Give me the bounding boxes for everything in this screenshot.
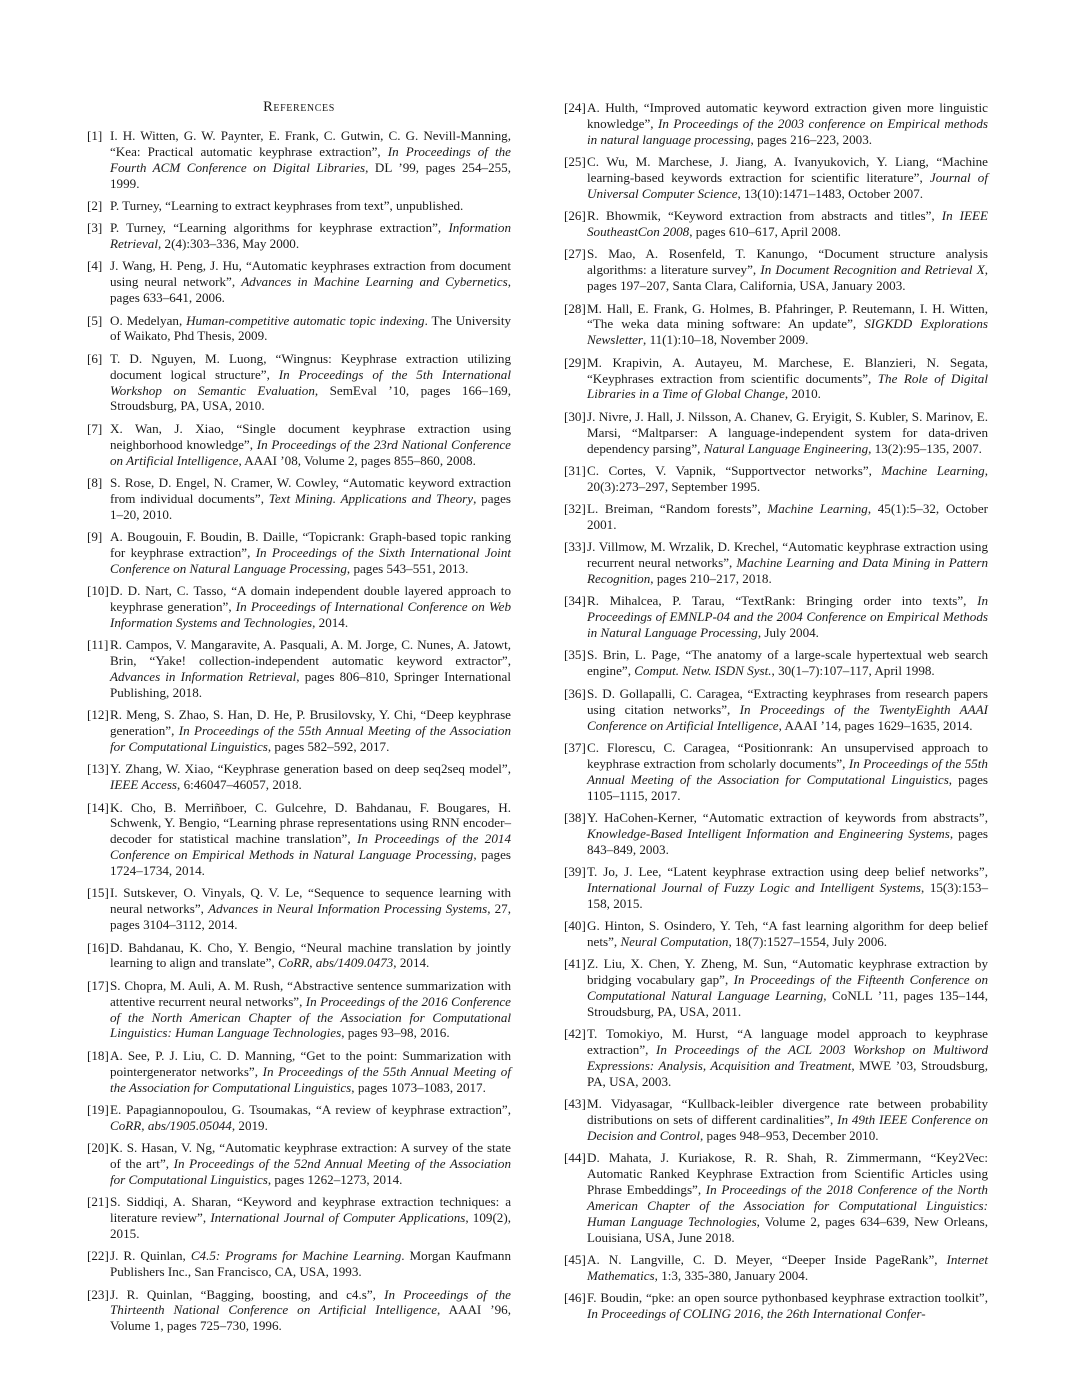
reference-number: [28] <box>564 300 586 316</box>
reference-text-part: S. D. Gollapalli, C. Caragea, “Extracting keyphrases from research papers using citation networks”, <box>587 685 988 717</box>
reference-text-part: M. Krapivin, A. Autayeu, M. Marchese, E. Blanzieri, N. Segata, “Keyphrases extraction from scientific documents”, <box>587 354 988 386</box>
reference-number: [37] <box>564 739 586 755</box>
references-heading: References <box>263 99 335 115</box>
reference-text-part: A. Bougouin, F. Boudin, B. Daille, “Topicrank: Graph-based topic ranking for keyphrase extraction”, <box>110 528 511 560</box>
reference-number: [34] <box>564 593 586 609</box>
reference-text-part: , 30(1–7):107–117, April 1998. <box>771 663 935 679</box>
reference-venue: Human-competitive automatic topic indexing <box>186 312 425 328</box>
references-column-right <box>564 100 988 1329</box>
reference-entry <box>87 1048 511 1096</box>
reference-venue: IEEE Access <box>110 777 178 793</box>
reference-text <box>110 351 511 415</box>
reference-text-part: , 6:46047–46057, 2018. <box>177 777 302 793</box>
reference-entry <box>87 761 511 793</box>
reference-number: [30] <box>564 408 586 424</box>
reference-entry <box>87 1287 511 1335</box>
reference-number: [3] <box>87 220 103 236</box>
reference-entry <box>564 355 988 403</box>
reference-number: [42] <box>564 1026 586 1042</box>
reference-text <box>110 198 511 214</box>
reference-text <box>110 529 511 577</box>
reference-venue: In 49th IEEE Conference on Decision and Control <box>587 1112 988 1144</box>
reference-text-part: L. Breiman, “Random forests”, <box>587 501 768 517</box>
reference-entry <box>87 1102 511 1134</box>
reference-venue: In Proceedings of COLING 2016, the 26th International Confer- <box>587 1306 926 1322</box>
reference-number: [6] <box>87 350 103 366</box>
reference-entry <box>87 258 511 306</box>
reference-venue: CoRR, abs/1409.0473 <box>277 955 394 971</box>
reference-text <box>587 1026 988 1090</box>
reference-text-part: , pages 610–617, April 2008. <box>689 224 841 240</box>
reference-venue: In Proceedings of the Thirteenth National Conference on Artificial Intelligence <box>110 1286 511 1318</box>
reference-text <box>587 593 988 641</box>
reference-venue: In Proceedings of the Fourth ACM Conference on Digital Libraries <box>110 143 511 175</box>
reference-list-right <box>564 100 988 1322</box>
reference-text-part: , AAAI ’08, Volume 2, pages 855–860, 2008. <box>238 452 476 468</box>
reference-entry <box>87 220 511 252</box>
reference-text-part: J. Wang, H. Peng, J. Hu, “Automatic keyphrases extraction from document using neural network”, <box>110 258 511 290</box>
reference-text-part: T. D. Nguyen, M. Luong, “Wingnus: Keyphrase extraction utilizing document logical structure”, <box>110 350 511 382</box>
reference-entry <box>564 100 988 148</box>
reference-text-part: , 109(2), 2015. <box>110 1210 511 1241</box>
reference-text <box>587 246 988 294</box>
reference-text-part: , pages 633–641, 2006. <box>110 274 511 306</box>
reference-text <box>587 154 988 202</box>
reference-text-part: J. R. Quinlan, “Bagging, boosting, and c4.s”, <box>110 1286 385 1302</box>
reference-text-part: , pages 1–20, 2010. <box>110 490 511 522</box>
reference-number: [18] <box>87 1047 109 1063</box>
reference-text-part: , pages 806–810, Springer International Publishing, 2018. <box>110 669 511 700</box>
reference-text-part: , pages 843–849, 2003. <box>587 825 988 857</box>
reference-text <box>110 761 511 793</box>
reference-number: [7] <box>87 420 103 436</box>
reference-number: [5] <box>87 312 103 328</box>
reference-entry <box>87 351 511 415</box>
reference-entry <box>564 1026 988 1090</box>
reference-number: [32] <box>564 501 586 517</box>
reference-entry <box>564 409 988 457</box>
reference-text-part: , 13(10):1471–1483, October 2007. <box>737 185 924 201</box>
reference-text <box>110 978 511 1042</box>
reference-text-part: , 18(7):1527–1554, July 2006. <box>728 933 888 949</box>
reference-text-part: D. Mahata, J. Kuriakose, R. R. Shah, R. Zimmermann, “Key2Vec: Automatic Ranked Keyphrase Extraction from Scientific Articles using Phrase Embeddings”, <box>587 1150 988 1198</box>
reference-entry <box>87 529 511 577</box>
reference-text-part: C. Wu, M. Marchese, J. Jiang, A. Ivanyukovich, Y. Liang, “Machine learning-based keywords extraction for scientific literature”, <box>587 154 988 186</box>
reference-venue: In Proceedings of the 5th International Workshop on Semantic Evaluation <box>110 366 511 398</box>
reference-text <box>587 810 988 858</box>
reference-number: [16] <box>87 939 109 955</box>
reference-text-part: C. Cortes, V. Vapnik, “Supportvector networks”, <box>587 462 882 478</box>
reference-text-part: T. Jo, J. Lee, “Latent keyphrase extraction using deep belief networks”, <box>587 863 988 879</box>
reference-text <box>110 940 511 972</box>
reference-entry <box>564 918 988 950</box>
reference-entry <box>87 198 511 214</box>
reference-number: [8] <box>87 474 103 490</box>
reference-text <box>110 1102 511 1134</box>
reference-number: [23] <box>87 1286 109 1302</box>
reference-venue: International Journal of Fuzzy Logic and Intelligent Systems <box>587 879 922 895</box>
reference-venue: Machine Learning <box>767 501 868 517</box>
reference-venue: C4.5: Programs for Machine Learning <box>190 1248 402 1264</box>
reference-venue: In Proceedings of the Fifteenth Conference on Computational Natural Language Learning <box>587 972 988 1004</box>
reference-number: [11] <box>87 637 109 653</box>
reference-entry <box>87 940 511 972</box>
reference-number: [45] <box>564 1252 586 1268</box>
reference-venue: In Proceedings of the 2016 Conference of the North American Chapter of the Association for Computational Linguistics: Human Language Technologies <box>110 993 511 1041</box>
reference-text-part: I. Sutskever, O. Vinyals, Q. V. Le, “Sequence to sequence learning with neural networks”, <box>110 885 511 917</box>
reference-text <box>110 637 511 701</box>
reference-venue: Neural Computation <box>620 933 729 949</box>
reference-entry <box>87 707 511 755</box>
reference-text-part: I. H. Witten, G. W. Paynter, E. Frank, C. Gutwin, C. G. Nevill-Manning, “Kea: Practical automatic keyphrase extraction”, <box>110 127 511 159</box>
reference-venue: In Proceedings of International Conference on Web Information Systems and Technologies <box>110 598 512 630</box>
reference-text-part: , 15(3):153–158, 2015. <box>587 879 989 911</box>
reference-number: [25] <box>564 154 586 170</box>
reference-text-part: , MWE ’03, Stroudsburg, PA, USA, 2003. <box>587 1058 989 1089</box>
reference-text-part: , 11(1):10–18, November 2009. <box>643 332 809 348</box>
reference-text-part: Y. HaCohen-Kerner, “Automatic extraction of keywords from abstracts”, <box>587 809 988 825</box>
reference-number: [20] <box>87 1140 109 1156</box>
reference-venue: Information Retrieval <box>110 220 511 252</box>
reference-text <box>110 1287 511 1335</box>
reference-text-part: , 20(3):273–297, September 1995. <box>587 462 988 494</box>
reference-text-part: , pages 197–207, Santa Clara, California, USA, January 2003. <box>587 262 988 294</box>
reference-text <box>587 1096 988 1144</box>
references-column-left <box>87 100 511 1341</box>
reference-text-part: , DL ’99, pages 254–255, 1999. <box>110 159 511 191</box>
reference-entry <box>87 421 511 469</box>
reference-text-part: C. Florescu, C. Caragea, “Positionrank: An unsupervised approach to keyphrase extraction from scholarly documents”, <box>587 739 988 771</box>
reference-text <box>110 1140 511 1188</box>
reference-entry <box>564 1096 988 1144</box>
reference-text-part: D. Bahdanau, K. Cho, Y. Bengio, “Neural machine translation by jointly learning to align and translate”, <box>110 939 511 971</box>
reference-entry <box>564 208 988 240</box>
reference-text-part: M. Hall, E. Frank, G. Holmes, B. Pfahringer, P. Reutemann, I. H. Witten, “The weka data mining software: An update”, <box>587 300 988 332</box>
reference-venue: In Proceedings of the 23rd National Conference on Artificial Intelligence <box>110 436 511 468</box>
reference-venue: In Document Recognition and Retrieval X <box>760 262 985 278</box>
reference-text-part: , 2019. <box>231 1117 268 1133</box>
reference-venue: Advances in Information Retrieval <box>110 669 297 684</box>
reference-text <box>587 100 988 148</box>
reference-number: [17] <box>87 977 109 993</box>
reference-entry <box>564 1150 988 1245</box>
reference-text-part: . Morgan Kaufmann Publishers Inc., San Francisco, CA, USA, 1993. <box>110 1248 511 1280</box>
reference-text <box>587 864 988 912</box>
reference-venue: In Proceedings of the 55th Annual Meeting of the Association for Computational Linguistics <box>110 1063 511 1095</box>
reference-venue: In IEEE SoutheastCon 2008 <box>587 208 988 240</box>
reference-text-part: F. Boudin, “pke: an open source pythonbased keyphrase extraction toolkit”, <box>587 1290 988 1306</box>
reference-entry <box>87 1248 511 1280</box>
reference-text-part: . The University of Waikato, Phd Thesis, 2009. <box>110 312 511 344</box>
reference-number: [29] <box>564 354 586 370</box>
reference-entry <box>87 800 511 880</box>
reference-venue: In Proceedings of the ACL 2003 Workshop on Multiword Expressions: Analysis, Acquisition and Treatment <box>587 1042 988 1074</box>
reference-text-part: P. Turney, “Learning to extract keyphrases from text”, unpublished. <box>110 197 464 213</box>
reference-text-part: , pages 1724–1734, 2014. <box>110 847 511 879</box>
reference-text-part: , 2014. <box>312 614 349 630</box>
reference-venue: In Proceedings of the 55th Annual Meeting of the Association for Computational Linguistics <box>587 755 988 787</box>
reference-venue: Knowledge-Based Intelligent Information and Engineering Systems <box>587 825 950 841</box>
reference-entry <box>564 246 988 294</box>
reference-text-part: , pages 1073–1083, 2017. <box>351 1079 486 1095</box>
reference-text-part: , AAAI ’14, pages 1629–1635, 2014. <box>778 717 973 733</box>
reference-text <box>110 800 511 880</box>
reference-text <box>587 501 988 533</box>
reference-venue: In Proceedings of the 2014 Conference on Empirical Methods in Natural Language Processing <box>110 831 511 863</box>
reference-number: [31] <box>564 462 586 478</box>
reference-text <box>587 918 988 950</box>
reference-text <box>110 421 511 469</box>
reference-venue: International Journal of Computer Applications <box>210 1210 466 1226</box>
reference-entry <box>564 686 988 734</box>
reference-text-part: , 27, pages 3104–3112, 2014. <box>110 901 511 933</box>
reference-text <box>110 1194 511 1242</box>
reference-text-part: S. Brin, L. Page, “The anatomy of a large-scale hypertextual web search engine”, <box>587 647 988 679</box>
reference-text <box>110 1048 511 1096</box>
reference-text-part: D. D. Nart, C. Tasso, “A domain independent double layered approach to keyphrase generation”, <box>110 583 511 614</box>
reference-text <box>587 956 988 1020</box>
reference-text-part: K. Cho, B. Merriñboer, C. Gulcehre, D. Bahdanau, F. Bougares, H. Schwenk, Y. Bengio, “Learning phrase representations using RNN encoder–decoder for statistical machine translation”, <box>110 799 511 847</box>
reference-text-part: , AAAI ’96, Volume 1, pages 725–730, 1996. <box>110 1302 511 1334</box>
reference-text-part: P. Turney, “Learning algorithms for keyphrase extraction”, <box>110 220 449 236</box>
reference-text-part: , pages 1105–1115, 2017. <box>587 771 988 803</box>
reference-text <box>110 475 511 523</box>
reference-number: [10] <box>87 583 109 599</box>
reference-number: [40] <box>564 918 586 934</box>
reference-text-part: , 2014. <box>393 955 430 971</box>
reference-text <box>110 583 511 631</box>
reference-venue: In Proceedings of the 52nd Annual Meeting of the Association for Computational Linguistics <box>110 1155 511 1187</box>
reference-text-part: A. Hulth, “Improved automatic keyword extraction given more linguistic knowledge”, <box>587 100 988 131</box>
reference-venue: Advances in Machine Learning and Cybernetics <box>241 274 508 290</box>
reference-text-part: , 13(2):95–135, 2007. <box>868 440 982 456</box>
reference-text <box>587 1150 988 1245</box>
reference-number: [44] <box>564 1150 586 1166</box>
reference-number: [15] <box>87 885 109 901</box>
reference-text-part: G. Hinton, S. Osindero, Y. Teh, “A fast learning algorithm for deep belief nets”, <box>587 918 988 949</box>
reference-venue: In Proceedings of the 55th Annual Meeting of the Association for Computational Linguistics <box>110 723 512 755</box>
reference-text-part: R. Meng, S. Zhao, S. Han, D. He, P. Brusilovsky, Y. Chi, “Deep keyphrase generation”, <box>110 707 511 739</box>
reference-entry <box>87 885 511 933</box>
reference-number: [19] <box>87 1101 109 1117</box>
reference-number: [26] <box>564 208 586 224</box>
reference-text <box>587 1252 988 1284</box>
reference-text-part: S. Mao, A. Rosenfeld, T. Kanungo, “Document structure analysis algorithms: a literature survey”, <box>587 246 988 278</box>
reference-text-part: , 45(1):5–32, October 2001. <box>587 501 989 532</box>
reference-venue: Journal of Universal Computer Science <box>587 170 988 201</box>
reference-text-part: , SemEval ’10, pages 166–169, Stroudsburg, PA, USA, 2010. <box>110 382 511 414</box>
reference-venue: In Proceedings of the 2003 conference on Empirical methods in natural language processing <box>587 115 988 147</box>
reference-entry <box>564 301 988 349</box>
reference-text-part: Y. Zhang, W. Xiao, “Keyphrase generation based on deep seq2seq model”, <box>110 761 511 777</box>
reference-venue: Internet Mathematics <box>587 1252 988 1284</box>
reference-text-part: , pages 216–223, 2003. <box>750 131 873 147</box>
reference-number: [13] <box>87 761 109 777</box>
reference-number: [43] <box>564 1096 586 1112</box>
reference-text-part: O. Medelyan, <box>110 312 187 328</box>
reference-number: [41] <box>564 956 586 972</box>
reference-text-part: , 1:3, 335-380, January 2004. <box>654 1268 809 1284</box>
reference-entry <box>564 593 988 641</box>
reference-text-part: R. Bhowmik, “Keyword extraction from abstracts and titles”, <box>587 208 942 224</box>
reference-venue: Comput. Netw. ISDN Syst. <box>634 663 772 679</box>
reference-number: [9] <box>87 528 103 544</box>
reference-number: [2] <box>87 197 103 213</box>
reference-text-part: T. Tomokiyo, M. Hurst, “A language model approach to keyphrase extraction”, <box>587 1026 988 1058</box>
reference-number: [27] <box>564 246 586 262</box>
reference-venue: Advances in Neural Information Processing Systems <box>208 901 488 917</box>
reference-text-part: R. Mihalcea, P. Tarau, “TextRank: Bringing order into texts”, <box>587 593 978 609</box>
reference-text <box>110 885 511 933</box>
reference-entry <box>564 463 988 495</box>
reference-text-part: M. Vidyasagar, “Kullback-leibler divergence rate between probability distributions on sets of different cardinalities”, <box>587 1096 988 1128</box>
reference-entry <box>87 1194 511 1242</box>
reference-number: [39] <box>564 863 586 879</box>
reference-text <box>110 220 511 252</box>
reference-entry <box>87 128 511 192</box>
reference-entry <box>87 637 511 701</box>
reference-entry <box>564 1252 988 1284</box>
reference-number: [21] <box>87 1194 109 1210</box>
reference-text-part: A. N. Langville, C. D. Meyer, “Deeper Inside PageRank”, <box>587 1252 947 1268</box>
reference-venue: SIGKDD Explorations Newsletter <box>587 316 988 348</box>
reference-venue: In Proceedings of the TwentyEighth AAAI Conference on Artificial Intelligence <box>587 701 988 733</box>
reference-number: [36] <box>564 685 586 701</box>
reference-venue: In Proceedings of EMNLP-04 and the 2004 Conference on Empirical Methods in Natural Language Processing <box>587 593 988 641</box>
reference-entry <box>87 978 511 1042</box>
reference-text-part: A. See, P. J. Liu, C. D. Manning, “Get to the point: Summarization with pointergenerator networks”, <box>110 1047 511 1079</box>
reference-text-part: , pages 93–98, 2016. <box>341 1025 450 1041</box>
reference-text <box>110 707 511 755</box>
reference-text <box>587 647 988 679</box>
reference-entry <box>564 501 988 533</box>
reference-text-part: , 2010. <box>784 386 821 402</box>
reference-text-part: S. Rose, D. Engel, N. Cramer, W. Cowley, “Automatic keyword extraction from individual documents”, <box>110 474 511 506</box>
reference-venue: Machine Learning and Data Mining in Pattern Recognition <box>587 555 988 587</box>
reference-text-part: X. Wan, J. Xiao, “Single document keyphrase extraction using neighborhood knowledge”, <box>110 420 511 452</box>
reference-entry <box>87 1140 511 1188</box>
reference-text <box>587 686 988 734</box>
reference-venue: The Role of Digital Libraries in a Time of Global Change <box>587 370 988 402</box>
reference-number: [24] <box>564 100 586 115</box>
reference-number: [35] <box>564 647 586 663</box>
reference-text <box>587 355 988 403</box>
reference-text-part: J. Villmow, M. Wrzalik, D. Krechel, “Automatic keyphrase extraction using recurrent neural networks”, <box>587 539 988 571</box>
reference-venue: In Proceedings of the Sixth International Joint Conference on Natural Language Processing <box>110 544 511 576</box>
reference-number: [22] <box>87 1248 109 1264</box>
reference-venue: Natural Language Engineering <box>703 440 869 456</box>
reference-text <box>587 301 988 349</box>
reference-text-part: S. Siddiqi, A. Sharan, “Keyword and keyphrase extraction techniques: a literature review”, <box>110 1194 511 1226</box>
reference-number: [4] <box>87 258 103 274</box>
reference-text-part: J. R. Quinlan, <box>110 1248 191 1264</box>
reference-text-part: E. Papagiannopoulou, G. Tsoumakas, “A review of keyphrase extraction”, <box>110 1101 511 1117</box>
reference-text <box>587 539 988 587</box>
reference-entry <box>564 810 988 858</box>
reference-text-part: J. Nivre, J. Hall, J. Nilsson, A. Chanev, G. Eryigit, S. Kubler, S. Marinov, E. Marsi, “Maltparser: A language-independent system for data-driven dependency parsing”, <box>587 408 988 456</box>
reference-venue: CoRR, abs/1905.05044 <box>110 1117 232 1133</box>
reference-text <box>587 463 988 495</box>
reference-number: [1] <box>87 127 103 143</box>
reference-text-part: S. Chopra, M. Auli, A. M. Rush, “Abstractive sentence summarization with attentive recurrent neural networks”, <box>110 977 511 1009</box>
reference-entry <box>87 475 511 523</box>
reference-text-part: K. S. Hasan, V. Ng, “Automatic keyphrase extraction: A survey of the state of the art”, <box>110 1140 511 1171</box>
reference-venue: In Proceedings of the 2018 Conference of the North American Chapter of the Association for Computational Linguistics: Human Language Technologies <box>587 1182 988 1229</box>
reference-number: [38] <box>564 809 586 825</box>
reference-text <box>587 1290 988 1322</box>
reference-entry <box>564 740 988 804</box>
reference-text <box>110 258 511 306</box>
reference-entry <box>564 539 988 587</box>
reference-entry <box>564 154 988 202</box>
reference-text-part: , 2(4):303–336, May 2000. <box>158 236 300 252</box>
reference-text-part: , July 2004. <box>757 625 819 641</box>
reference-venue: Text Mining. Applications and Theory <box>268 490 474 506</box>
reference-venue: Machine Learning <box>881 462 985 478</box>
reference-text-part: , pages 1262–1273, 2014. <box>267 1171 403 1187</box>
reference-text <box>587 740 988 804</box>
reference-text <box>110 128 511 192</box>
reference-text-part: , pages 210–217, 2018. <box>650 571 772 587</box>
reference-entry <box>87 313 511 345</box>
reference-text-part: , Volume 2, pages 634–639, New Orleans, Louisiana, USA, June 2018. <box>587 1214 988 1245</box>
reference-number: [12] <box>87 707 109 723</box>
reference-entry <box>564 956 988 1020</box>
reference-text-part: , pages 582–592, 2017. <box>267 739 390 755</box>
reference-text <box>587 409 988 457</box>
reference-text-part: R. Campos, V. Mangaravite, A. Pasquali, A. M. Jorge, C. Nunes, A. Jatowt, Brin, “Yake! collection-independent automatic keyword extractor”, <box>110 637 511 669</box>
reference-text-part: Z. Liu, X. Chen, Y. Zheng, M. Sun, “Automatic keyphrase extraction by bridging vocabulary gap”, <box>587 956 988 988</box>
reference-number: [14] <box>87 799 109 815</box>
reference-text <box>587 208 988 240</box>
reference-text-part: , CoNLL ’11, pages 135–144, Stroudsburg, PA, USA, 2011. <box>587 988 988 1019</box>
reference-entry <box>564 1290 988 1322</box>
reference-list-left <box>87 128 511 1334</box>
reference-number: [46] <box>564 1290 586 1306</box>
reference-text <box>110 313 511 345</box>
reference-entry <box>564 864 988 912</box>
reference-text <box>110 1248 511 1280</box>
reference-entry <box>87 583 511 631</box>
reference-entry <box>564 647 988 679</box>
reference-number: [33] <box>564 539 586 555</box>
reference-text-part: , pages 948–953, December 2010. <box>700 1128 879 1144</box>
reference-text-part: , pages 543–551, 2013. <box>346 560 469 576</box>
